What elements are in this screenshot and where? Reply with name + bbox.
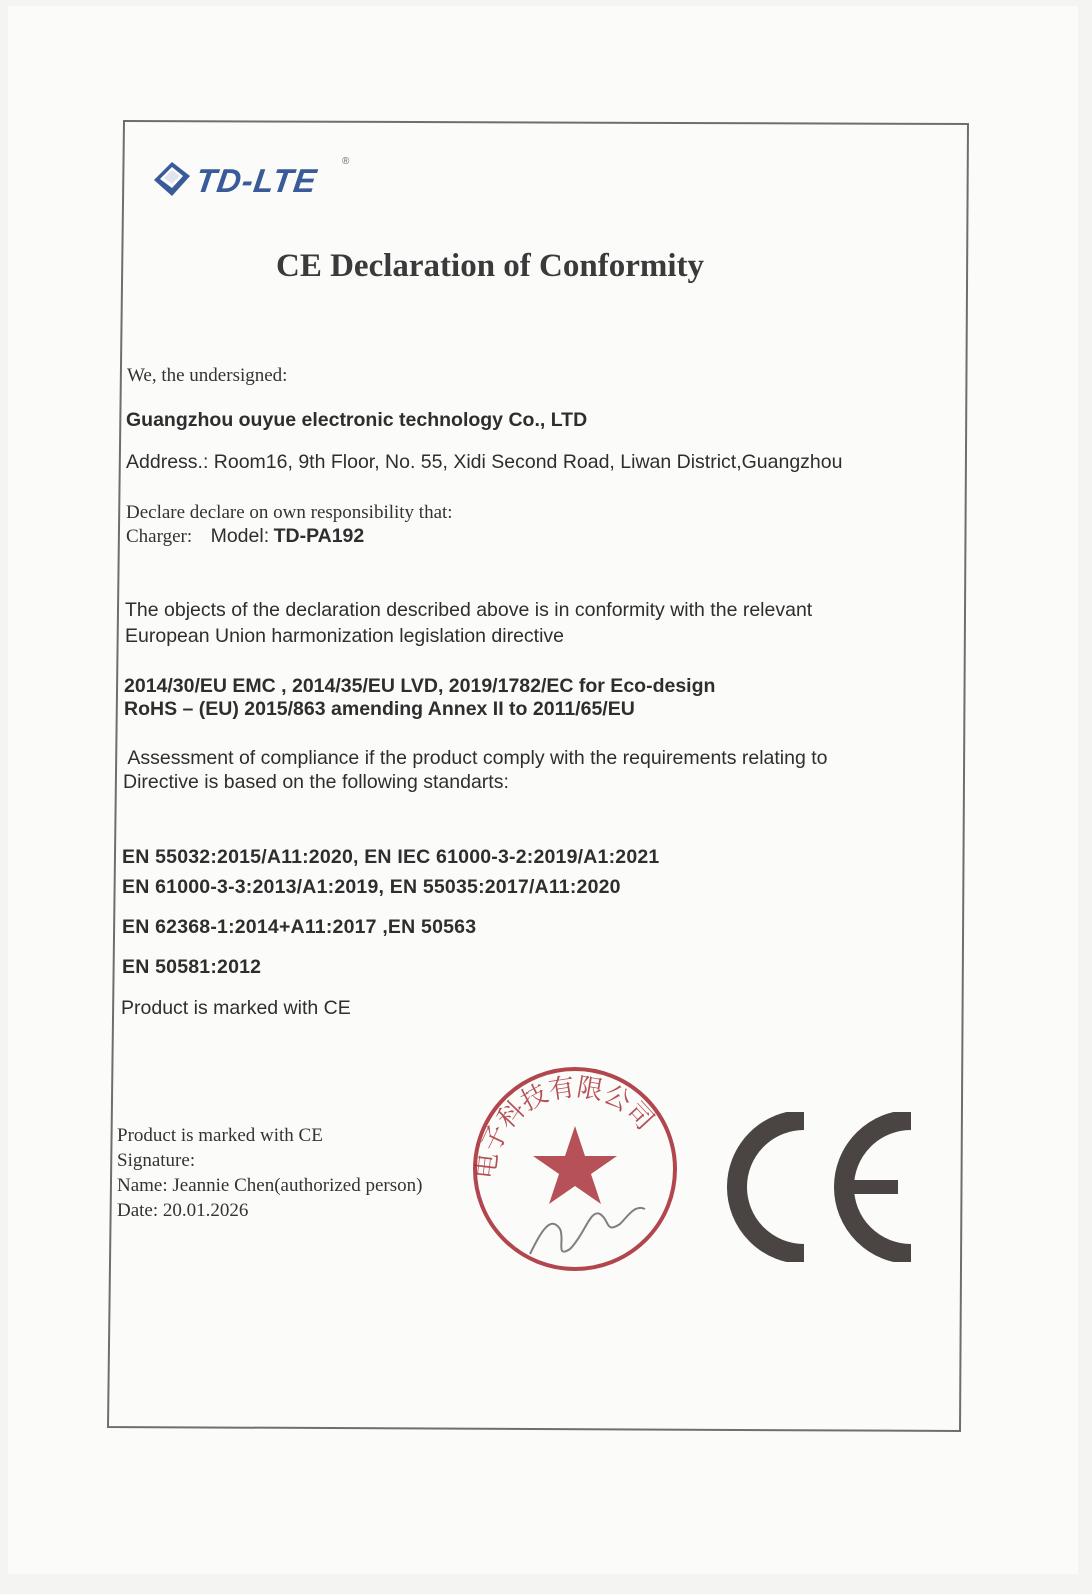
cube-icon (150, 156, 194, 200)
marked-with-ce-text: Product is marked with CE (121, 997, 351, 1019)
logo-text: TD-LTE (193, 162, 320, 199)
handwritten-signature (530, 1208, 645, 1254)
directive-line: RoHS – (EU) 2015/863 amending Annex II to 2011/65/EU (124, 698, 635, 720)
page-title: CE Declaration of Conformity (276, 248, 705, 284)
product-label: Charger: (126, 526, 193, 547)
ce-letter-e-bar (854, 1180, 898, 1194)
star-icon (533, 1126, 617, 1204)
company-stamp (470, 1064, 680, 1274)
assessment-text-line: Assessment of compliance if the product comply with the requirements relating to (123, 747, 828, 769)
standard-line: EN 61000-3-3:2013/A1:2019, EN 55035:2017/A11:2020 (122, 876, 621, 898)
standard-line: EN 55032:2015/A11:2020, EN IEC 61000-3-2:2019/A1:2021 (122, 846, 660, 868)
signature-block (117, 1123, 422, 1223)
conformity-text-line: European Union harmonization legislation directive (125, 625, 565, 647)
product-line (126, 525, 364, 548)
ce-mark-logo (716, 1112, 916, 1262)
assessment-text-line: Directive is based on the following standarts: (123, 771, 509, 793)
model-label: Model: (210, 525, 270, 547)
signature-label: Signature: (117, 1150, 196, 1171)
signatory-name: Name: Jeannie Chen(authorized person) (117, 1175, 423, 1196)
standard-line: EN 62368-1:2014+A11:2017 ,EN 50563 (122, 916, 477, 938)
td-lte-logo (150, 152, 360, 208)
model-number: TD-PA192 (273, 525, 365, 547)
declare-line: Declare declare on own responsibility that: (126, 502, 453, 523)
conformity-text-line: The objects of the declaration described above is in conformity with the relevant (125, 599, 813, 621)
company-address: Address.: Room16, 9th Floor, No. 55, Xidi Second Road, Liwan District,Guangzhou (126, 451, 843, 473)
stamp-text: 电子科技有限公司 (471, 1072, 660, 1181)
signature-date: Date: 20.01.2026 (117, 1200, 249, 1221)
company-name: Guangzhou ouyue electronic technology Co., LTD (126, 409, 588, 431)
standard-line: EN 50581:2012 (122, 956, 262, 978)
directive-line: 2014/30/EU EMC , 2014/35/EU LVD, 2019/1782/EC for Eco-design (124, 675, 716, 697)
signature-marked-line: Product is marked with CE (117, 1125, 323, 1146)
intro-text: We, the undersigned: (127, 365, 288, 386)
ce-letter-c (737, 1120, 804, 1254)
registered-mark: ® (342, 156, 350, 167)
